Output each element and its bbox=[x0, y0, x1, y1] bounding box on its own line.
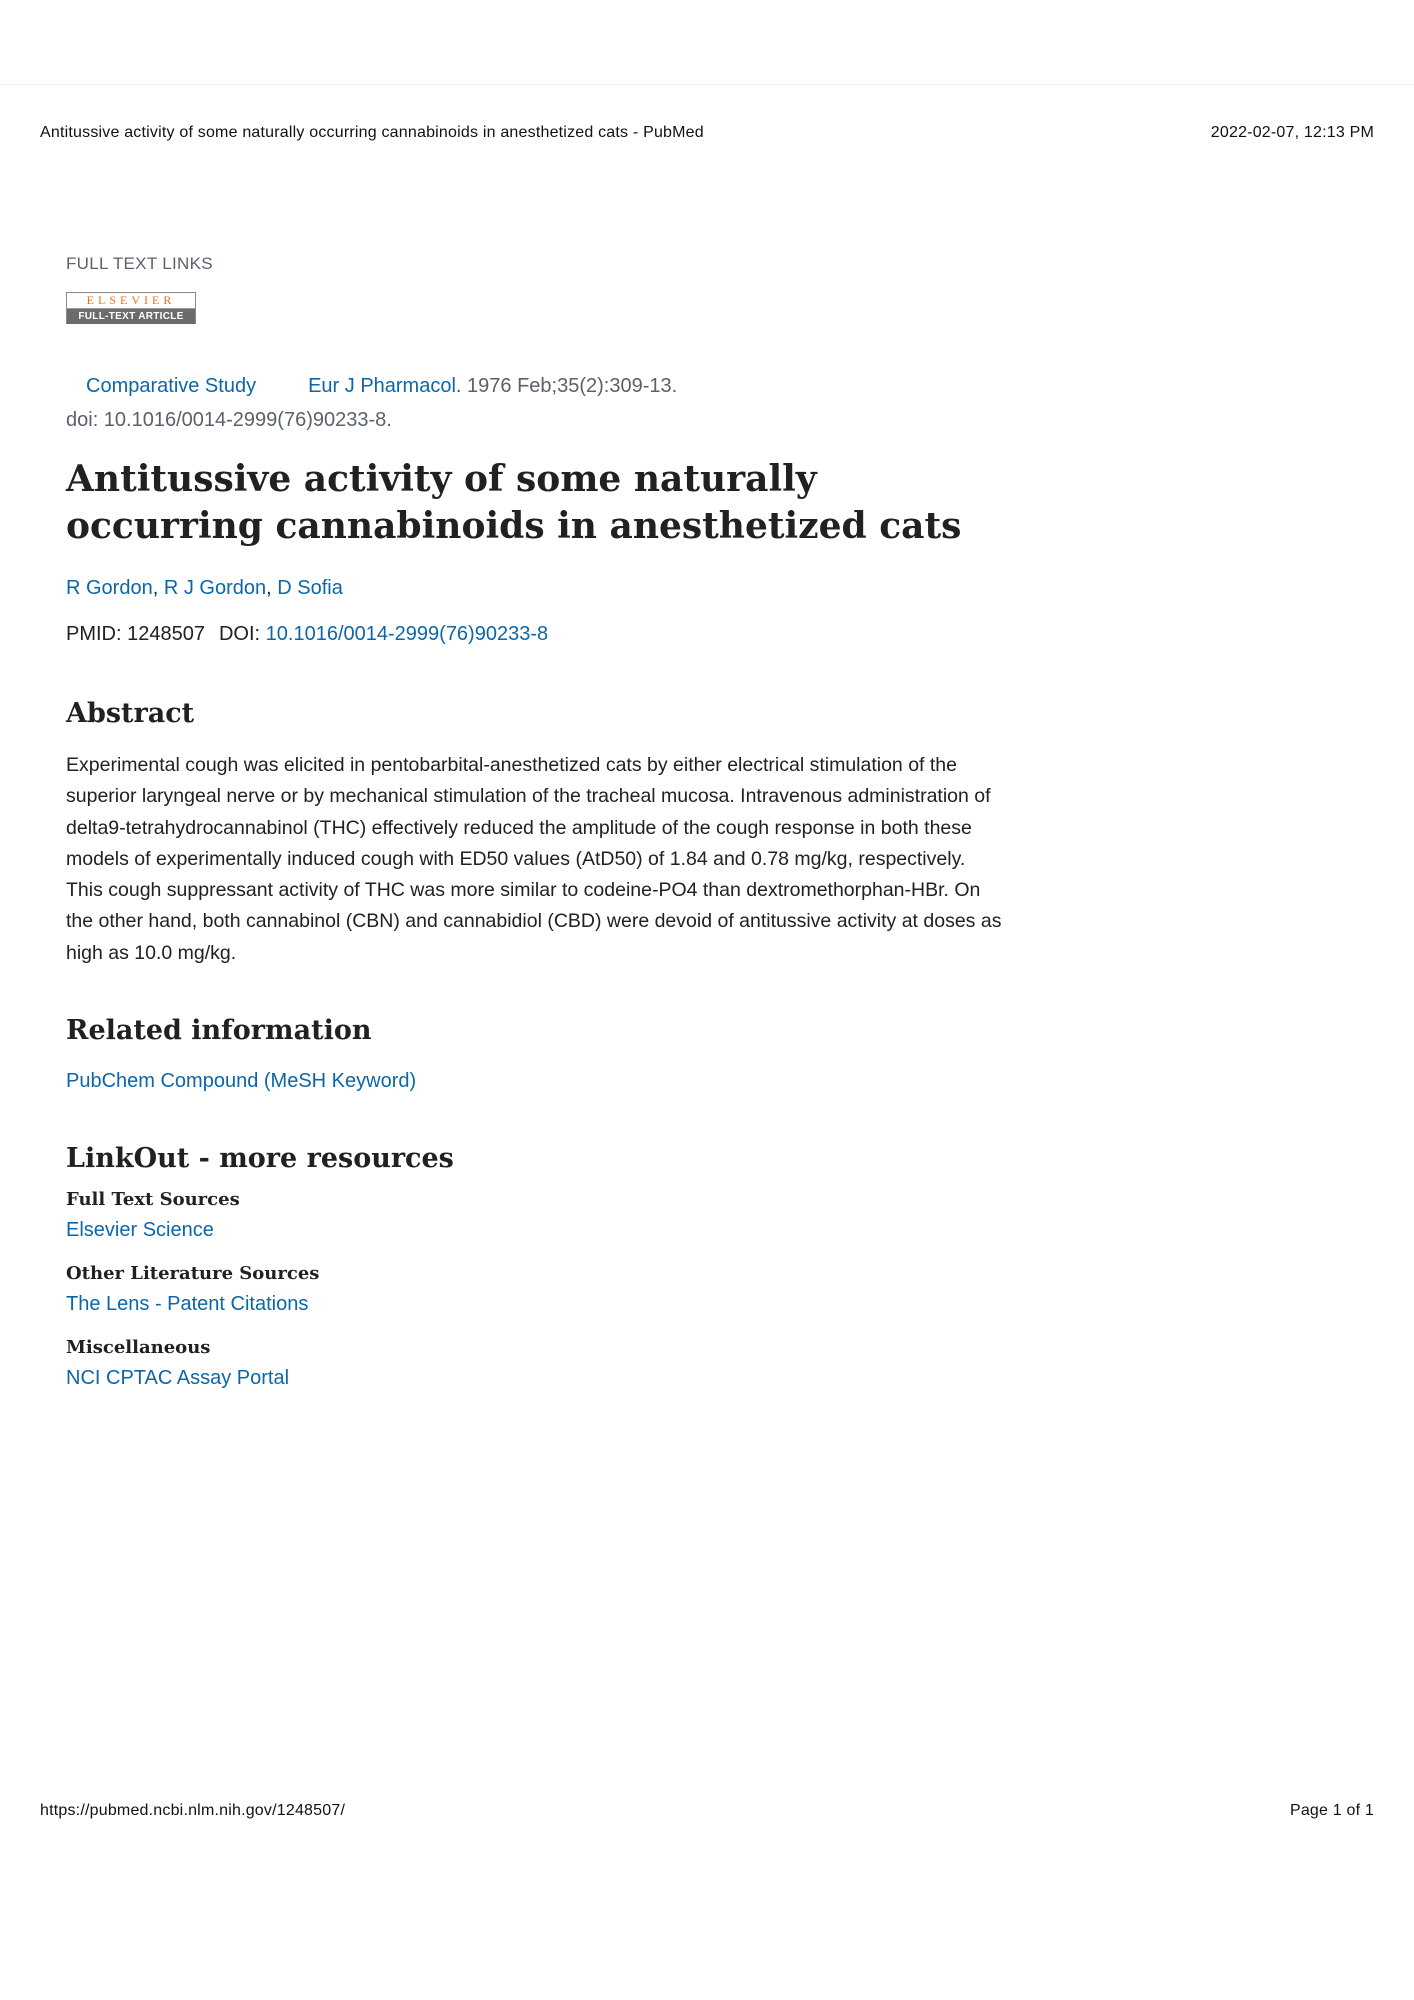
author-link[interactable]: R Gordon bbox=[66, 577, 153, 599]
print-footer bbox=[40, 1802, 1374, 1820]
abstract-heading: Abstract bbox=[66, 698, 195, 729]
print-header-title: Antitussive activity of some naturally occurring cannabinoids in anesthetized cats - PubMed bbox=[40, 124, 704, 141]
abstract-text: Experimental cough was elicited in pentobarbital-anesthetized cats by either electrical stimulation of the superior laryngeal nerve or by mechanical stimulation of the tracheal mucosa. Intravenous administration of delta9-tetrahydrocannabinol (THC) effectively reduced the amplitude of the cough response in both these models of experimentally induced cough with ED50 values (AtD50) of 1.84 and 0.78 mg/kg, respectively. This cough suppressant activity of THC was more similar to codeine-PO4 than dextromethorphan-HBr. On the other hand, both cannabinol (CBN) and cannabidiol (CBD) were devoid of antitussive activity at doses as high as 10.0 mg/kg. bbox=[66, 754, 1002, 964]
author-list: R Gordon, R J Gordon, D Sofia bbox=[66, 577, 343, 599]
author-link[interactable]: R J Gordon bbox=[163, 577, 267, 599]
article-content bbox=[66, 252, 1006, 1393]
citation-details: 1976 Feb;35(2):309-13. bbox=[461, 375, 678, 397]
full-text-links-label: FULL TEXT LINKS bbox=[66, 254, 213, 273]
identifiers bbox=[66, 620, 1006, 648]
print-footer-page: Page 1 of 1 bbox=[1289, 1802, 1374, 1819]
linkout-category: Miscellaneous bbox=[66, 1337, 211, 1359]
article-title: Antitussive activity of some naturally occurring cannabinoids in anesthetized cats bbox=[66, 458, 962, 547]
doi-link[interactable]: 10.1016/0014-2999(76)90233-8 bbox=[265, 623, 549, 645]
pmid: PMID: 1248507 bbox=[66, 623, 205, 645]
print-header bbox=[40, 124, 1374, 142]
publication-type-link[interactable]: Comparative Study bbox=[86, 375, 257, 397]
related-information-heading: Related information bbox=[66, 1015, 372, 1047]
linkout-heading: LinkOut - more resources bbox=[66, 1143, 454, 1175]
journal-link[interactable]: Eur J Pharmacol. bbox=[308, 375, 462, 397]
elsevier-full-text-link[interactable] bbox=[66, 292, 196, 324]
print-footer-url: https://pubmed.ncbi.nlm.nih.gov/1248507/ bbox=[40, 1802, 346, 1819]
author-link[interactable]: D Sofia bbox=[277, 577, 343, 599]
linkout-link-elsevier[interactable]: Elsevier Science bbox=[66, 1219, 214, 1242]
linkout-link-cptac[interactable]: NCI CPTAC Assay Portal bbox=[66, 1367, 290, 1390]
pubchem-compound-link[interactable]: PubChem Compound (MeSH Keyword) bbox=[66, 1070, 417, 1093]
elsevier-logo-text: ELSEVIER bbox=[67, 293, 195, 309]
linkout-category: Full Text Sources bbox=[66, 1189, 240, 1211]
print-header-timestamp: 2022-02-07, 12:13 PM bbox=[1210, 124, 1374, 141]
doi-citation: doi: 10.1016/0014-2999(76)90233-8. bbox=[66, 409, 392, 431]
citation-line bbox=[66, 372, 1006, 400]
elsevier-badge-subtext: FULL-TEXT ARTICLE bbox=[67, 309, 195, 324]
linkout-link-lens[interactable]: The Lens - Patent Citations bbox=[66, 1293, 309, 1316]
top-divider bbox=[0, 84, 1414, 85]
linkout-category: Other Literature Sources bbox=[66, 1263, 320, 1285]
doi-label: DOI: bbox=[218, 623, 266, 645]
